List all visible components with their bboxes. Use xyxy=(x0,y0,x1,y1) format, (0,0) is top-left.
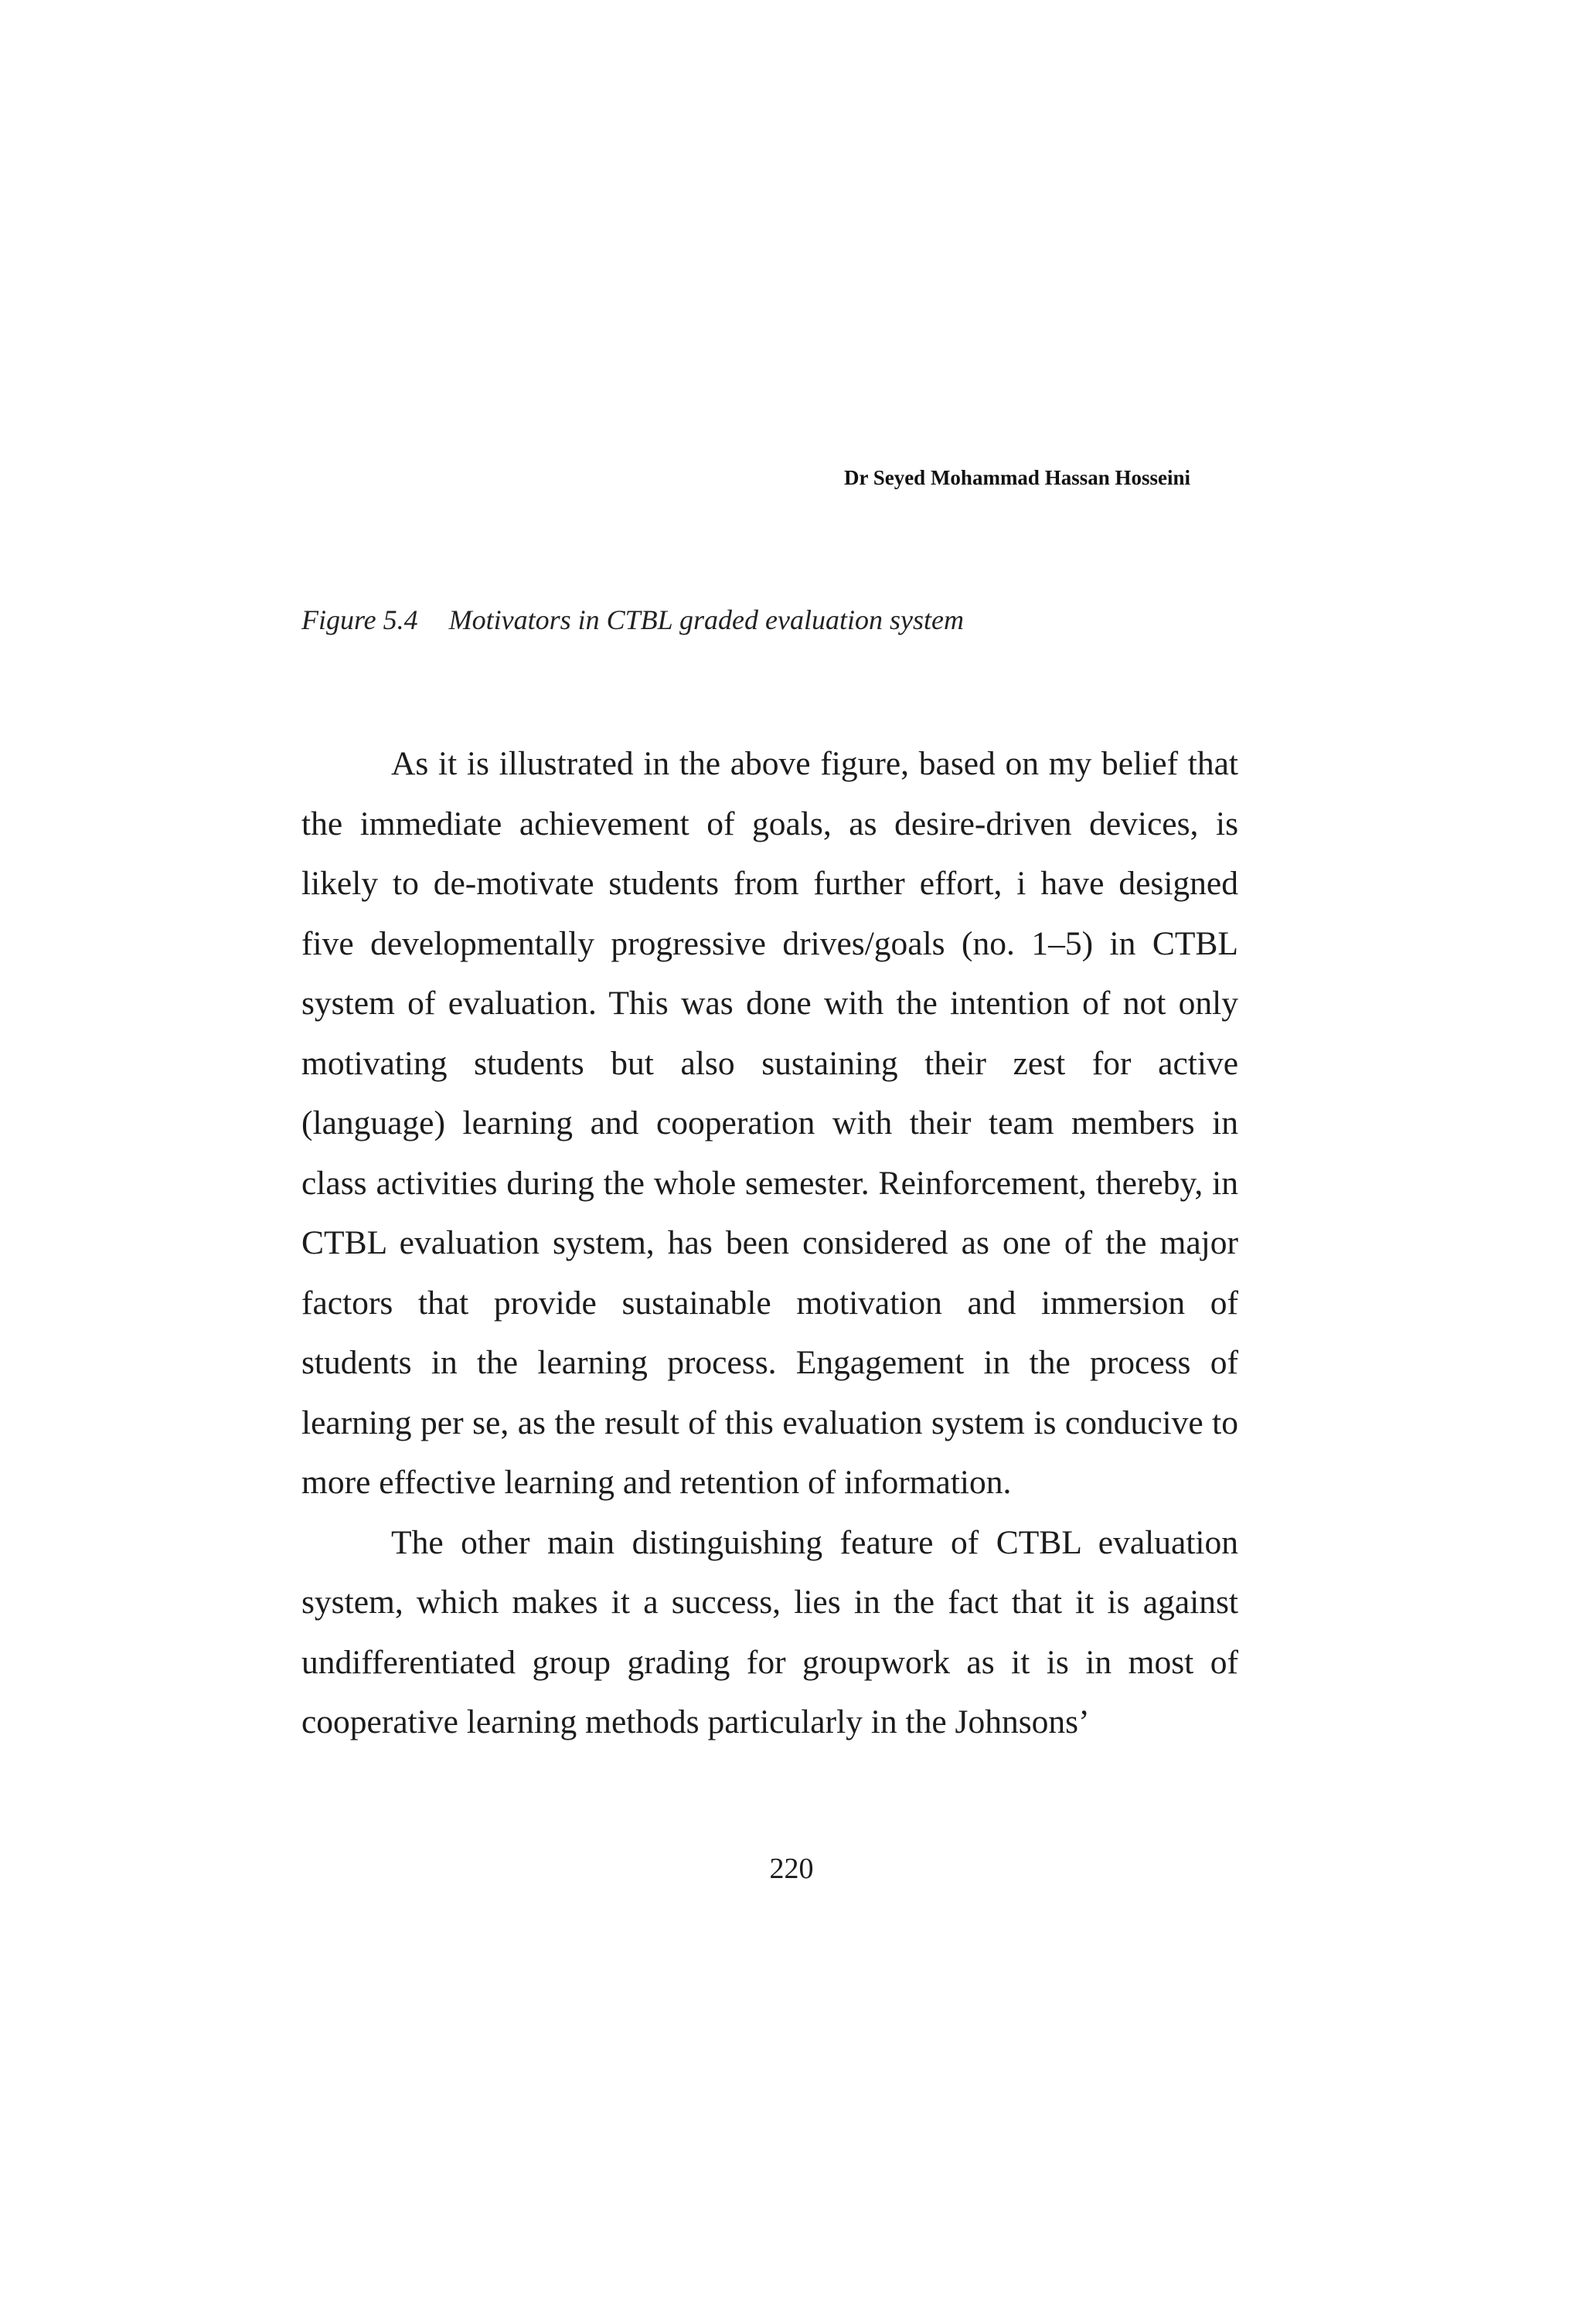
figure-number: Figure 5.4 xyxy=(301,604,418,635)
paragraph: As it is illustrated in the above figure, based on my belief that the immediate achievement of goals, as desire-driven devices, is likely to de-motivate students from further effort, i have designed five developmentally progressive drives/goals (no. 1–5) in CTBL system of evaluation. This was done with the intention of not only motivating students but also sustaining their zest for active (language) learning and cooperation with their team members in class activities during the whole semester. Reinforcement, thereby, in CTBL evaluation system, has been considered as one of the major factors that provide sustainable motivation and immersion of students in the learning process. Engagement in the process of learning per se, as the result of this evaluation system is conducive to more effective learning and retention of information. xyxy=(301,745,1238,1501)
paragraph: The other main distinguishing feature of CTBL evaluation system, which makes it a success, lies in the fact that it is against undifferentiated group grading for groupwork as it is in most of cooperative learning methods particularly in the Johnsons’ xyxy=(301,1523,1238,1740)
page-number: 220 xyxy=(769,1853,814,1885)
running-head-author: Dr Seyed Mohammad Hassan Hosseini xyxy=(843,466,1190,489)
figure-caption xyxy=(301,603,964,637)
body-text xyxy=(301,734,1238,1753)
figure-title: Motivators in CTBL graded evaluation system xyxy=(448,604,964,635)
